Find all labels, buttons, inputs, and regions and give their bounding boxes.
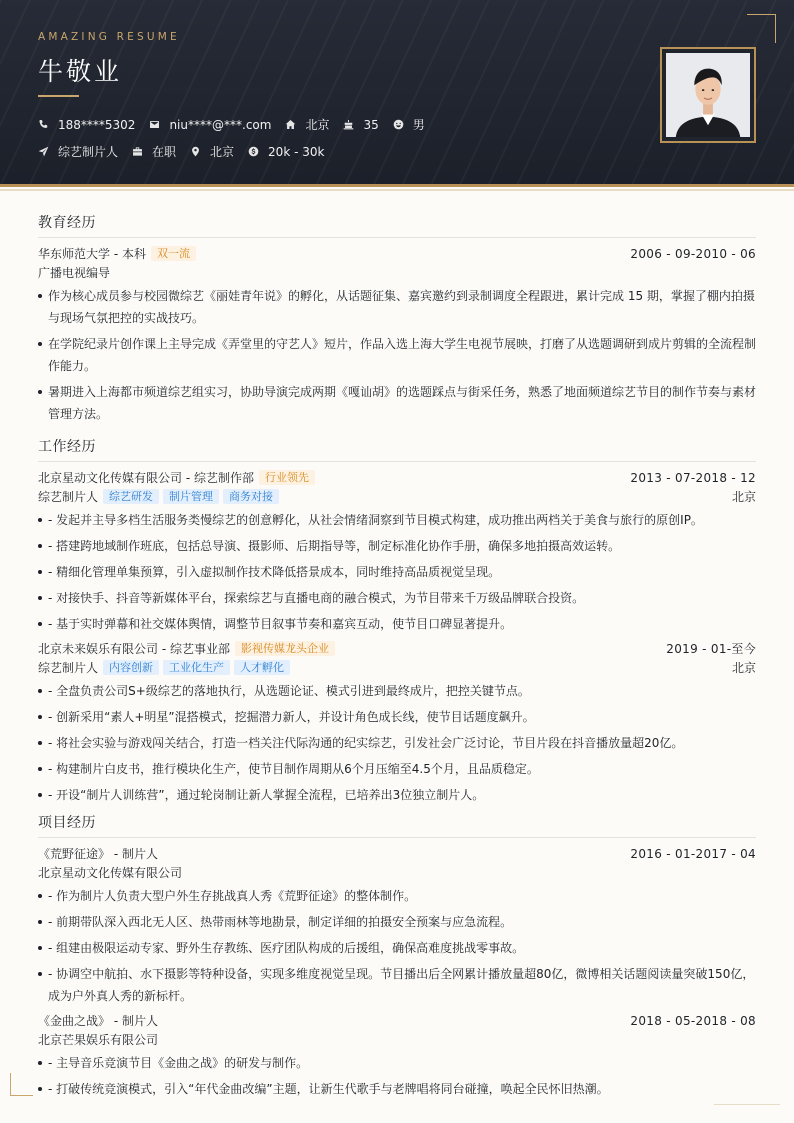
list-item: - 创新采用“素人+明星”混搭模式，挖掘潜力新人，并设计角色成长线，使节目话题度飙升。 bbox=[38, 706, 756, 728]
school-name: 华东师范大学 - 本科 bbox=[38, 247, 146, 261]
briefcase-icon bbox=[132, 146, 143, 157]
major-name: 广播电视编导 bbox=[38, 265, 111, 280]
skill-tag: 人才孵化 bbox=[234, 660, 290, 675]
job-location: 北京 bbox=[731, 660, 756, 675]
project-bullets bbox=[38, 885, 756, 1007]
list-item: - 前期带队深入西北无人区、热带雨林等地勘景，制定详细的拍摄安全预案与应急流程。 bbox=[38, 911, 756, 933]
skill-tag: 内容创新 bbox=[103, 660, 159, 675]
project-company: 北京芒果娱乐有限公司 bbox=[38, 1032, 159, 1047]
status-text: 在职 bbox=[152, 145, 177, 159]
list-item: - 搭建跨地域制作班底，包括总导演、摄影师、后期指导等，制定标准化协作手册，确保多地拍摄高效运转。 bbox=[38, 535, 756, 557]
list-item: - 构建制片白皮书，推行模块化生产，使节目制作周期从6个月压缩至4.5个月，且品质稳定。 bbox=[38, 758, 756, 780]
company-name: 北京未来娱乐有限公司 - 综艺事业部 bbox=[38, 642, 230, 656]
job-target-info bbox=[38, 143, 118, 160]
profile-photo bbox=[660, 47, 756, 143]
skill-tag: 制片管理 bbox=[163, 489, 219, 504]
project-name: 《金曲之战》 - 制片人 bbox=[38, 1014, 158, 1028]
education-date: 2006 - 09-2010 - 06 bbox=[630, 246, 756, 261]
job-entry-header bbox=[38, 639, 756, 658]
portrait-image bbox=[666, 53, 750, 137]
education-entry-header bbox=[38, 244, 756, 263]
cake-icon bbox=[343, 119, 354, 130]
project-entry-header bbox=[38, 1011, 756, 1030]
job-target-text: 综艺制片人 bbox=[58, 145, 119, 159]
intent-row bbox=[38, 143, 338, 160]
project-bullets bbox=[38, 1052, 756, 1100]
job-subheader bbox=[38, 487, 756, 505]
company-tag: 行业领先 bbox=[259, 470, 315, 485]
status-info bbox=[132, 143, 176, 160]
phone-text: 188****5302 bbox=[58, 117, 136, 132]
list-item: - 开设“制片人训练营”，通过轮岗制让新人掌握全流程，已培养出3位独立制片人。 bbox=[38, 784, 756, 806]
section-title: 工作经历 bbox=[38, 436, 756, 462]
resume-header bbox=[0, 0, 794, 187]
hometown-info bbox=[285, 116, 329, 133]
list-item: - 打破传统竞演模式，引入“年代金曲改编”主题，让新生代歌手与老牌唱将同台碰撞，唤起全民怀旧热潮。 bbox=[38, 1078, 756, 1100]
money-icon bbox=[248, 146, 259, 157]
email-info bbox=[149, 118, 271, 132]
list-item: - 主导音乐竞演节目《金曲之战》的研发与制作。 bbox=[38, 1052, 756, 1074]
salary-info bbox=[248, 145, 324, 159]
salary-text: 20k - 30k bbox=[268, 144, 325, 159]
work-section bbox=[38, 436, 756, 806]
smile-icon bbox=[393, 119, 404, 130]
list-item: - 全盘负责公司S+级综艺的落地执行，从选题论证、模式引进到最终成片，把控关键节点。 bbox=[38, 680, 756, 702]
company-tag: 影视传媒龙头企业 bbox=[235, 641, 335, 656]
location-pin-icon bbox=[190, 146, 201, 157]
list-item: - 基于实时弹幕和社交媒体舆情，调整节目叙事节奏和嘉宾互动，使节目口碑显著提升。 bbox=[38, 613, 756, 635]
footer-divider bbox=[714, 1104, 780, 1105]
section-title: 教育经历 bbox=[38, 212, 756, 238]
corner-decoration bbox=[747, 14, 776, 43]
project-name: 《荒野征途》 - 制片人 bbox=[38, 847, 158, 861]
project-date: 2018 - 05-2018 - 08 bbox=[630, 1013, 756, 1028]
job-entry-header bbox=[38, 468, 756, 487]
gender-text: 男 bbox=[412, 118, 425, 132]
candidate-name: 牛敬业 bbox=[38, 57, 123, 86]
list-item: 作为核心成员参与校园微综艺《丽娃青年说》的孵化，从话题征集、嘉宾邀约到录制调度全程跟进，累计完成 15 期，掌握了棚内拍摄与现场气氛把控的实战技巧。 bbox=[38, 285, 756, 329]
job-subheader bbox=[38, 658, 756, 676]
list-item: - 组建由极限运动专家、野外生存教练、医疗团队构成的后援组，确保高难度挑战零事故。 bbox=[38, 937, 756, 959]
job-bullets bbox=[38, 680, 756, 806]
list-item: - 精细化管理单集预算，引入虚拟制作技术降低搭景成本，同时维持高品质视觉呈现。 bbox=[38, 561, 756, 583]
list-item: - 对接快手、抖音等新媒体平台，探索综艺与直播电商的融合模式，为节目带来千万级品牌联合投资。 bbox=[38, 587, 756, 609]
age-text: 35 bbox=[363, 117, 379, 132]
home-icon bbox=[285, 119, 296, 130]
city-info bbox=[190, 143, 234, 160]
list-item: - 作为制片人负责大型户外生存挑战真人秀《荒野征途》的整体制作。 bbox=[38, 885, 756, 907]
send-icon bbox=[38, 146, 49, 157]
brand-label: AMAZING RESUME bbox=[38, 31, 180, 43]
phone-icon bbox=[38, 119, 49, 130]
skill-tag: 工业化生产 bbox=[163, 660, 230, 675]
avatar bbox=[666, 53, 750, 137]
education-subheader bbox=[38, 263, 756, 281]
project-company: 北京星动文化传媒有限公司 bbox=[38, 865, 183, 880]
skill-tag: 综艺研发 bbox=[103, 489, 159, 504]
job-role: 综艺制片人 bbox=[38, 660, 99, 675]
job-role: 综艺制片人 bbox=[38, 489, 99, 504]
hometown-text: 北京 bbox=[305, 118, 330, 132]
gender-info bbox=[393, 116, 425, 133]
job-location: 北京 bbox=[731, 489, 756, 504]
list-item: - 发起并主导多档生活服务类慢综艺的创意孵化，从社会情绪洞察到节目模式构建，成功推出两档关于美食与旅行的原创IP。 bbox=[38, 509, 756, 531]
city-text: 北京 bbox=[210, 145, 235, 159]
job-date: 2013 - 07-2018 - 12 bbox=[630, 470, 756, 485]
school-tag: 双一流 bbox=[151, 246, 196, 261]
list-item: 在学院纪录片创作课上主导完成《弄堂里的守艺人》短片，作品入选上海大学生电视节展映，打磨了从选题调研到成片剪辑的全流程制作能力。 bbox=[38, 333, 756, 377]
corner-decoration bbox=[10, 1073, 33, 1096]
age-info bbox=[343, 118, 378, 132]
education-bullets bbox=[38, 285, 756, 425]
mail-icon bbox=[149, 119, 160, 130]
project-subheader bbox=[38, 1030, 756, 1048]
list-item: - 将社会实验与游戏闯关结合，打造一档关注代际沟通的纪实综艺，引发社会广泛讨论，节目片段在抖音播放量超20亿。 bbox=[38, 732, 756, 754]
job-bullets bbox=[38, 509, 756, 635]
name-underline bbox=[38, 95, 79, 97]
job-date: 2019 - 01-至今 bbox=[666, 642, 756, 656]
project-entry-header bbox=[38, 844, 756, 863]
list-item: - 协调空中航拍、水下摄影等特种设备，实现多维度视觉呈现。节目播出后全网累计播放量超80亿，微博相关话题阅读量突破150亿，成为户外真人秀的新标杆。 bbox=[38, 963, 756, 1007]
list-item: 暑期进入上海都市频道综艺组实习，协助导演完成两期《嘎讪胡》的选题踩点与街采任务，熟悉了地面频道综艺节目的制作节奏与素材管理方法。 bbox=[38, 381, 756, 425]
project-subheader bbox=[38, 863, 756, 881]
skill-tag: 商务对接 bbox=[223, 489, 279, 504]
phone-info bbox=[38, 118, 135, 132]
projects-section bbox=[38, 812, 756, 1100]
contact-row bbox=[38, 116, 439, 133]
project-date: 2016 - 01-2017 - 04 bbox=[630, 846, 756, 861]
section-title: 项目经历 bbox=[38, 812, 756, 838]
education-section bbox=[38, 212, 756, 425]
company-name: 北京星动文化传媒有限公司 - 综艺制作部 bbox=[38, 471, 254, 485]
email-text: niu****@***.com bbox=[169, 117, 272, 132]
